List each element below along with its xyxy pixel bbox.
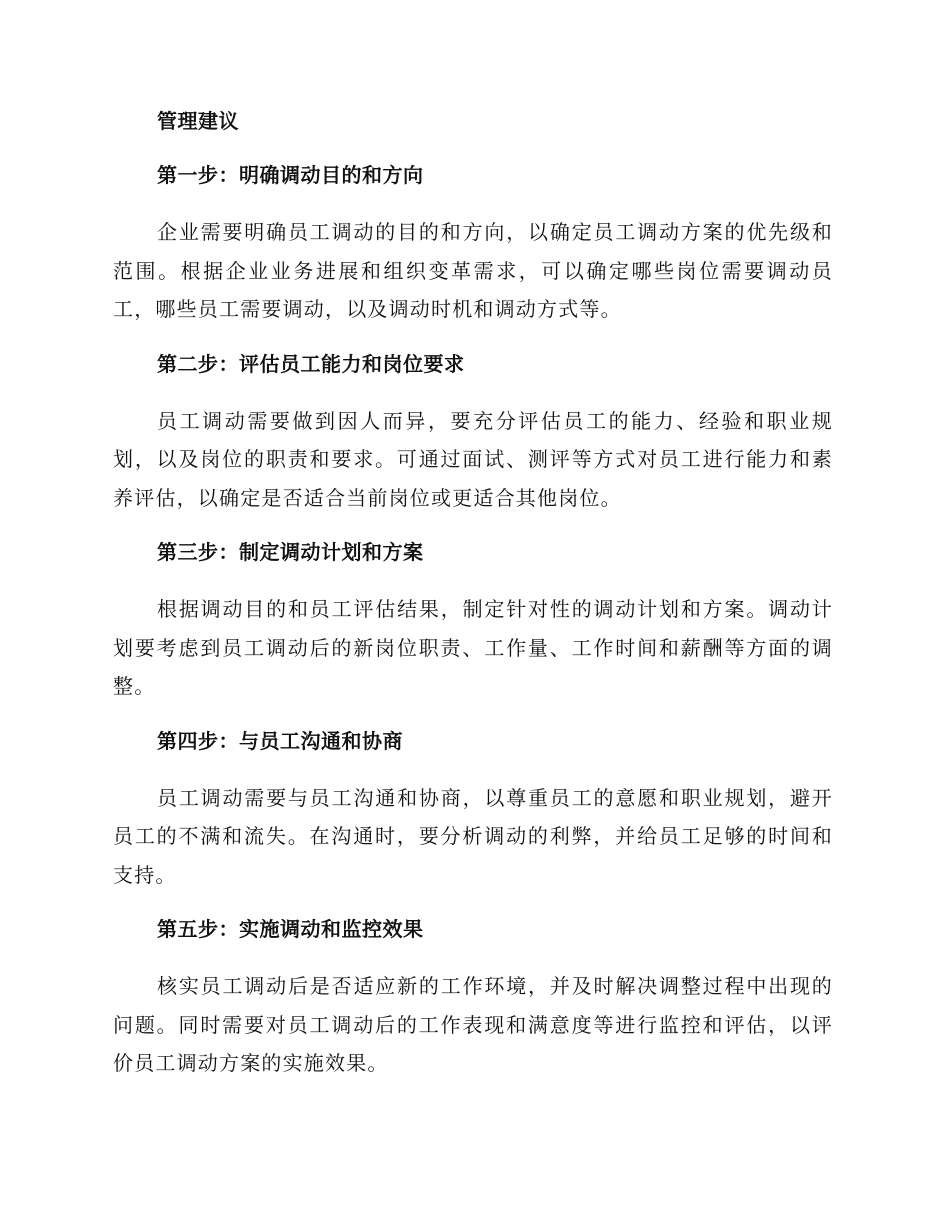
document-title: 管理建议	[157, 109, 239, 133]
section-5-body: 核实员工调动后是否适应新的工作环境，并及时解决调整过程中出现的问题。同时需要对员工调动后的工作表现和满意度等进行监控和评估，以评价员工调动方案的实施效果。	[113, 974, 833, 1075]
section-1-body: 企业需要明确员工调动的目的和方向，以确定员工调动方案的优先级和范围。根据企业业务进展和组织变革需求，可以确定哪些岗位需要调动员工，哪些员工需要调动，以及调动时机和调动方式等。	[113, 220, 833, 321]
section-5-heading: 第五步：实施调动和监控效果	[157, 917, 424, 941]
section-2-body: 员工调动需要做到因人而异，要充分评估员工的能力、经验和职业规划，以及岗位的职责和要求。可通过面试、测评等方式对员工进行能力和素养评估，以确定是否适合当前岗位或更适合其他岗位。	[113, 408, 833, 510]
section-2-heading: 第二步：评估员工能力和岗位要求	[157, 351, 465, 376]
section-1-heading: 第一步：明确调动目的和方向	[157, 163, 424, 187]
section-4-body: 员工调动需要与员工沟通和协商，以尊重员工的意愿和职业规划，避开员工的不满和流失。在沟通时，要分析调动的利弊，并给员工足够的时间和支持。	[113, 785, 833, 887]
section-3-heading: 第三步：制定调动计划和方案	[157, 540, 424, 564]
document-page	[113, 105, 833, 1102]
section-4-heading: 第四步：与员工沟通和协商	[157, 728, 403, 753]
section-3-body: 根据调动目的和员工评估结果，制定针对性的调动计划和方案。调动计划要考虑到员工调动后的新岗位职责、工作量、工作时间和薪酬等方面的调整。	[113, 597, 833, 698]
